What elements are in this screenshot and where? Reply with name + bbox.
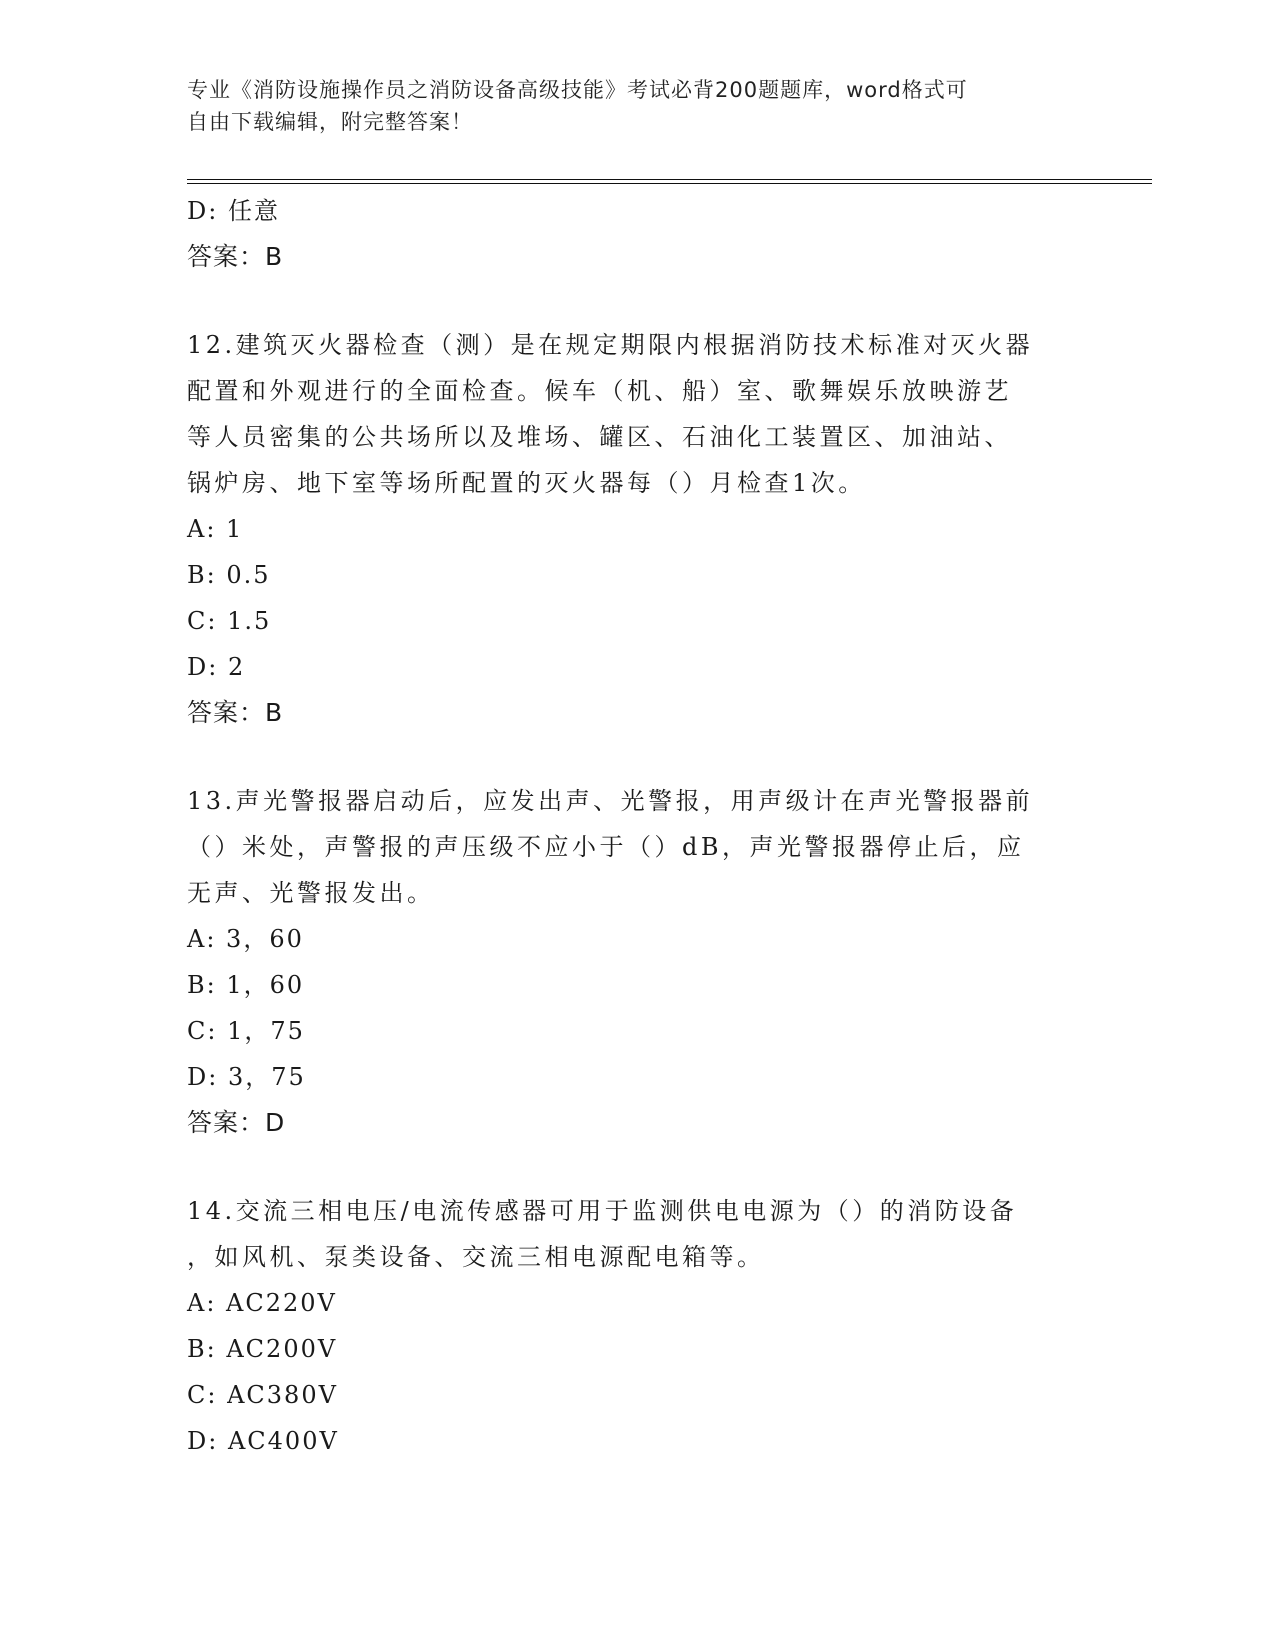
prev-option-d: D: 任意 — [187, 197, 280, 225]
option-b: B: AC200V — [187, 1335, 338, 1363]
option-c: C: 1.5 — [187, 607, 272, 635]
question-text-line: 等人员密集的公共场所以及堆场、罐区、石油化工装置区、加油站、 — [187, 423, 1012, 451]
question-text-line: 锅炉房、地下室等场所配置的灭火器每（）月检查1次。 — [187, 469, 866, 497]
option-c: C: 1，75 — [187, 1017, 305, 1045]
option-d: D: AC400V — [187, 1427, 339, 1455]
question-text-line: 14.交流三相电压/电流传感器可用于监测供电电源为（）的消防设备 — [187, 1197, 1018, 1225]
header-divider-top — [187, 179, 1152, 180]
option-b: B: 0.5 — [187, 561, 271, 589]
question-content — [187, 188, 1087, 1464]
document-header — [187, 74, 1067, 138]
answer: 答案：D — [187, 1108, 286, 1137]
question-text-line: 13.声光警报器启动后，应发出声、光警报，用声级计在声光警报器前 — [187, 787, 1034, 815]
question-text-line: ，如风机、泵类设备、交流三相电源配电箱等。 — [187, 1243, 765, 1271]
option-d: D: 3，75 — [187, 1063, 306, 1091]
question-text-line: 12.建筑灭火器检查（测）是在规定期限内根据消防技术标准对灭火器 — [187, 331, 1034, 359]
header-title-line-1: 专业《消防设施操作员之消防设备高级技能》考试必背200题题库，word格式可 — [187, 78, 968, 102]
prev-answer: 答案：B — [187, 242, 284, 271]
answer: 答案：B — [187, 698, 284, 727]
option-a: A: 1 — [187, 515, 244, 543]
header-divider-bottom — [187, 183, 1152, 184]
question-12 — [187, 322, 1087, 736]
option-b: B: 1，60 — [187, 971, 305, 999]
option-d: D: 2 — [187, 653, 246, 681]
option-c: C: AC380V — [187, 1381, 338, 1409]
question-text-line: 无声、光警报发出。 — [187, 879, 435, 907]
question-text-line: 配置和外观进行的全面检查。候车（机、船）室、歌舞娱乐放映游艺 — [187, 377, 1012, 405]
header-title-line-2: 自由下载编辑，附完整答案！ — [187, 110, 473, 134]
question-text-line: （）米处，声警报的声压级不应小于（）dB，声光警报器停止后，应 — [187, 833, 1025, 861]
option-a: A: AC220V — [187, 1289, 337, 1317]
question-14 — [187, 1188, 1087, 1464]
question-13 — [187, 778, 1087, 1146]
option-a: A: 3，60 — [187, 925, 304, 953]
